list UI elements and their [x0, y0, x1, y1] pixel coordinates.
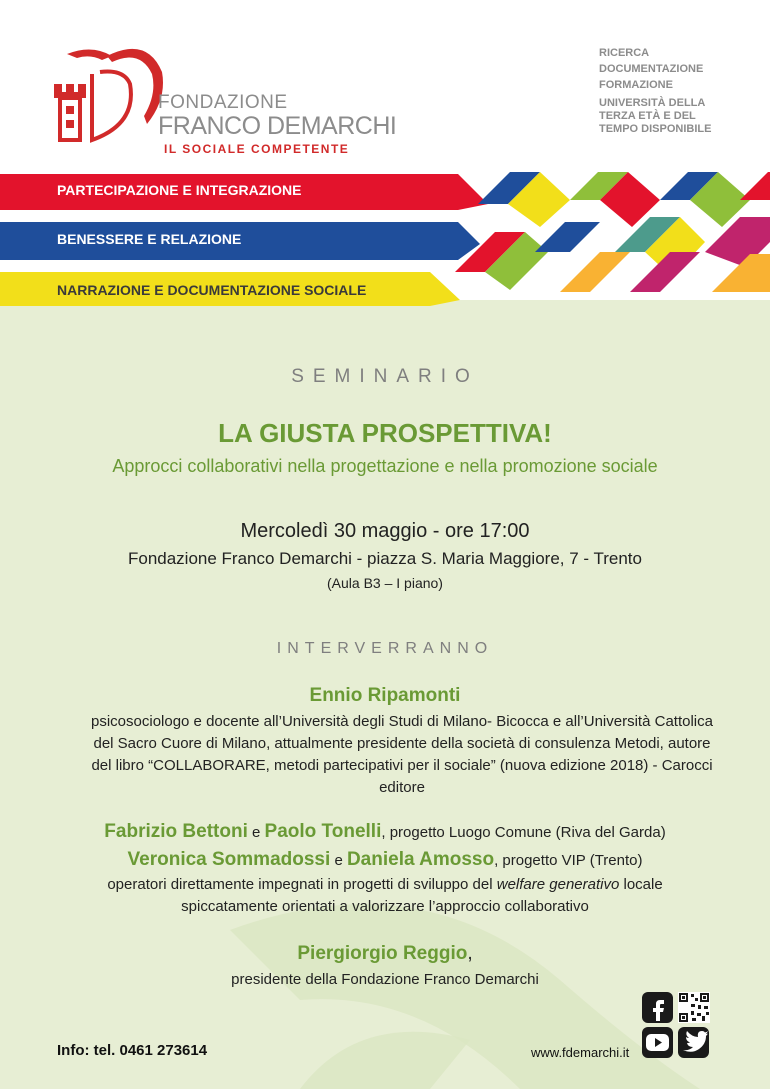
activity-item: RICERCA — [599, 47, 650, 59]
event-place: Fondazione Franco Demarchi - piazza S. Maria Maggiore, 7 - Trento — [127, 549, 642, 568]
speaker-project: , progetto Luogo Comune (Riva del Garda) — [381, 824, 666, 841]
speaker-name: Fabrizio Bettoni — [104, 821, 248, 842]
speaker-role: presidente della Fondazione Franco Demarchi — [231, 971, 539, 988]
ribbon-label-blue: BENESSERE E RELAZIONE — [57, 231, 242, 247]
operators-text: operatori direttamente impegnati in progetti di sviluppo del — [107, 876, 497, 893]
operators-description — [0, 876, 770, 893]
twitter-icon[interactable] — [678, 1027, 709, 1058]
operators-description-line2: spiccatamente orientati a valorizzare l’approccio collaborativo — [181, 898, 589, 915]
contact-info: Info: tel. 0461 273614 — [57, 1042, 208, 1059]
speaker-name: Piergiorgio Reggio — [297, 943, 468, 964]
logo-line2: FRANCO DEMARCHI — [158, 112, 397, 140]
qr-code-icon — [678, 992, 710, 1023]
event-title: LA GIUSTA PROSPETTIVA! — [218, 418, 552, 448]
speaker-pair-line — [0, 821, 770, 843]
conjunction: e — [252, 824, 261, 841]
conjunction: e — [334, 852, 343, 869]
comma: , — [467, 943, 473, 964]
speaker-name: Paolo Tonelli — [264, 821, 382, 842]
ribbon-label-red: PARTECIPAZIONE E INTEGRAZIONE — [57, 182, 302, 198]
speaker-name: Ennio Ripamonti — [309, 685, 461, 706]
speaker-pair-line — [0, 849, 770, 871]
activities-list — [599, 45, 711, 136]
event-subtitle: Approcci collaborativi nella progettazione e nella promozione sociale — [112, 456, 658, 476]
header — [0, 0, 770, 175]
operators-text: locale — [619, 876, 663, 893]
activity-item: UNIVERSITÀ DELLA — [599, 97, 706, 109]
speaker-project: , progetto VIP (Trento) — [494, 852, 643, 869]
activity-item: TERZA ETÀ E DEL — [599, 110, 696, 122]
social-icons — [642, 992, 710, 1058]
youtube-icon[interactable] — [642, 1027, 673, 1058]
activity-item: DOCUMENTAZIONE — [599, 63, 704, 75]
website-link[interactable]: www.fdemarchi.it — [531, 1045, 630, 1060]
logo-line1: FONDAZIONE — [158, 92, 288, 113]
event-type: SEMINARIO — [291, 366, 479, 387]
activity-item: FORMAZIONE — [599, 79, 673, 91]
event-room: (Aula B3 – I piano) — [327, 575, 443, 591]
operators-emphasis: welfare generativo — [496, 876, 620, 893]
event-date: Mercoledì 30 maggio - ore 17:00 — [240, 520, 530, 542]
speaker-line — [0, 943, 770, 965]
speakers-heading: INTERVERRANNO — [276, 640, 494, 657]
activity-item: TEMPO DISPONIBILE — [599, 123, 712, 135]
speaker-name: Daniela Amosso — [346, 849, 495, 870]
ribbon-label-yellow: NARRAZIONE E DOCUMENTAZIONE SOCIALE — [57, 282, 367, 298]
speaker-description: psicosociologo e docente all’Università degli Studi di Milano- Bicocca e all’Università Cattolica del Sacro Cuore di Milano, attualmente presidente della società di consulenza Metodi, autore del libro “COLLABORARE, metodi partecipativi per il sociale” (nuova edizione 2018) - Carocci editore — [91, 713, 713, 796]
speaker-name: Veronica Sommadossi — [127, 849, 331, 870]
facebook-icon[interactable] — [642, 992, 673, 1023]
logo-tagline: IL SOCIALE COMPETENTE — [164, 142, 350, 156]
